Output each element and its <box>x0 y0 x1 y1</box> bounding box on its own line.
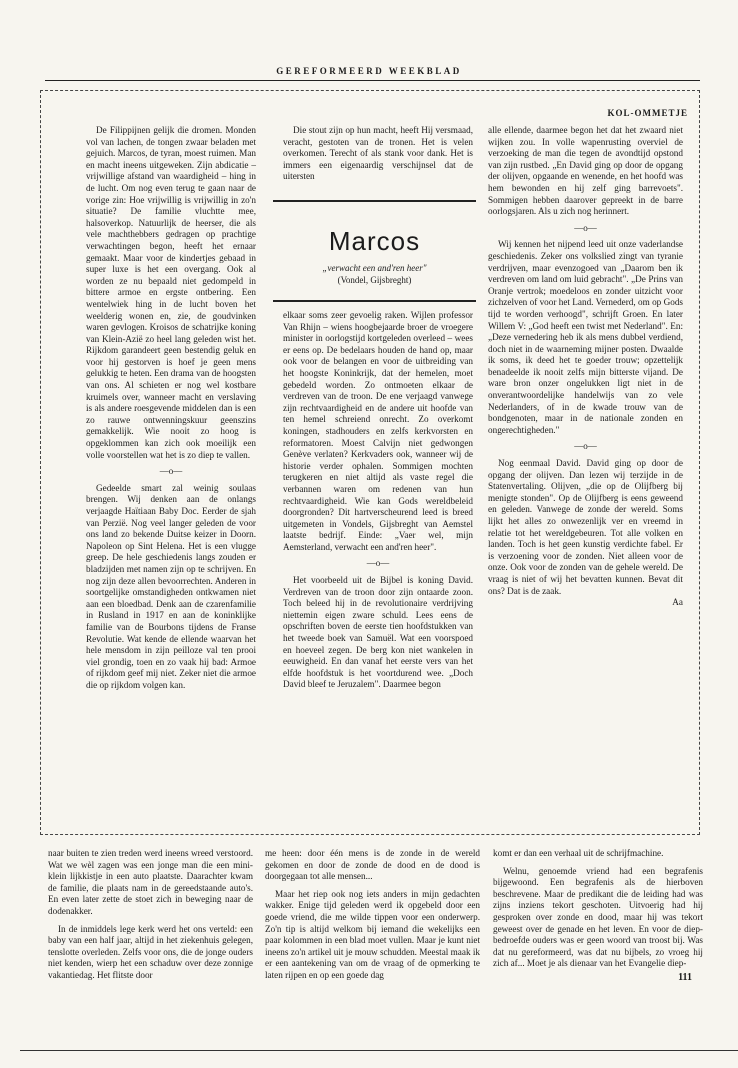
bottom-rule <box>20 1050 738 1051</box>
paragraph: In de inmiddels lege kerk werd het ons verteld: een baby van een half jaar, altijd in het ziekenhuis gelegen, tenslotte overleden. Zelfs voor ons, die de jonge ouders niet kenden, wierp het een schaduw over deze zonnige vakantiedag. Het flitste door <box>48 923 253 980</box>
separator: —o— <box>574 441 597 452</box>
article-title: Marcos <box>328 226 421 256</box>
article-column-3 <box>488 125 683 825</box>
separator: —o— <box>366 558 390 569</box>
separator: —o— <box>159 466 183 477</box>
paragraph: Het voorbeeld uit de Bijbel is koning David. Verdreven van de troon door zijn ontaarde zoon. Toch beleed hij in de revolutionaire verdrijving niettemin eigen zware schuld. Lees eens de opschriften boven de eerste tien hoofdstukken van het tweede boek van Samuël. Wat een voorspoed en hoeveel zegen. De berg kon niet wankelen in eeuwigheid. En dan vanaf het eerste vers van het elfde hoofdstuk is het voortdurend wee. „Doch David bleef te Jeruzalem". Daarmee begon <box>283 575 473 690</box>
paragraph: Wij kennen het nijpend leed uit onze vaderlandse geschiedenis. Zeker ons volkslied zingt van tyranie verdrijven, maar evenzogoed van „Daarom ben ik verdreven om land om luid gebracht". „De Prins van Oranje vertrok; moedeloos en zonder uitzicht voor zichzelven of voor het Land. Vernederd, om op Gods tijd te worden verhoogd", schrijft Groen. En later Willem V: „God heeft een twist met Nederland". En: „Deze vernedering heb ik als mens dubbel verdiend, doch niet in de waarneming mijner posten. Dwaalde ik soms, ik deed het te goeder trouw; opzettelijk benadeelde ik nooit zelfs mijn bitterste vijand. De ware bron onzer ongelukken ligt niet in de onverantwoordelijke handelwijs van zo vele Nederlanders, of in de kwade trouw van de bondgenoten, maar in de nationale zonden en ongerechtigheden." <box>488 239 683 435</box>
paragraph: Nog eenmaal David. David ging op door de opgang der olijven. Dan lezen wij terzijde in de Statenvertaling. Olijven, „die op de Olijfberg bij menigte stonden". Op de Olijfberg is eens geweend en geleden. Vanwege de zonde der wereld. Soms lijkt het alles zo onwezenlijk ver en vreemd in relatie tot het wereldgebeuren. Tot alle volken en landen. Toch is het geen kunstig verdichte fabel. Er is verzoening voor de zonden. Niet alleen voor de onze. Ook voor de zonden van de gehele wereld. De vraag is niet of wij het bevatten kunnen. Bevat dit ons? Dat is de zaak. <box>488 458 683 596</box>
paragraph: elkaar soms zeer gevoelig raken. Wijlen professor Van Rhijn – wiens hoogbejaarde broer de vroegere minister in oorlogstijd kortgeleden overleed – wees er eens op. De bedelaars houden de hand op, maar ook voor de belangen en voor de uitbreiding van het hoogste Koninkrijk, dat der hemelen, moet gebedeld worden. Zo ontmoeten elkaar de verdreven van de troon. De ene verjaagd vanwege zijn rechtvaardigheid en de andere uit hoofde van ten hemel schreiend onrecht. Zo overkomt koningen, stadhouders en zelfs kerkvorsten en reformatoren. Moest Calvijn niet gedwongen Genève verlaten? Kerkvaders ook, wanneer wij de historie verder ophalen. Sommigen mochten terugkeren en niet altijd als vaste regel die verbannen waren om redenen van hun rechtvaardigheid. Wie kan Gods wereldbeleid doorgronden? Dit hartverscheurend leed is breed uitgemeten in Vondels, Gijsbreght van Aemstel laatste bedrijf. Einde: „Vaer wel, mijn Aemsterland, verwacht een and'ren heer". <box>283 310 473 552</box>
separator: —o— <box>574 222 597 233</box>
article-subtitle: „verwacht een and'ren heer" <box>322 263 427 273</box>
paragraph: naar buiten te zien treden werd ineens wreed verstoord. Wat we wèl zagen was een jonge man die een mini-klein lijkkistje in een auto plaatste. Daarachter kwam de familie, die plaats nam in de gereedstaande auto's. En even later zette de stoet zich in beweging naar de dodenakker. <box>48 848 253 916</box>
title-block <box>273 200 476 302</box>
running-header: GEREFORMEERD WEEKBLAD <box>276 66 462 76</box>
column-label: KOL-OMMETJE <box>607 108 688 118</box>
article-column-1 <box>86 125 256 825</box>
paragraph: Welnu, genoemde vriend had een begrafenis bijgewoond. Een begrafenis als de hierboven beschrevene. Maar de predikant die de leiding had was zijns inziens tekort geschoten. Uitvoerig had hij gesproken over zonde en dood, maar hij was tekort geweest over de genade en het leven. En voor de diep-bedroefde ouders was er geen woord van troost bij. Was dat nu gereformeerd, was dat nu bijbels, zo vroeg hij zich af... Moet je als dienaar van het Evangelie diep- <box>493 865 703 969</box>
article-column-2 <box>283 310 473 825</box>
paragraph: komt er dan een verhaal uit de schrijfmachine. <box>493 848 664 858</box>
paragraph: Gedeelde smart zal weinig soulaas brengen. Wij denken aan de onlangs verjaagde Haïtiaan Baby Doc. Eerder de sjah van Perzië. Nog veel langer geleden de voor ons land zo bekende Duitse keizer in Doorn. Napoleon op Sint Helena. Het is een vlugge greep. De hele geschiedenis langs zouden er bladzijden met namen zijn op te schrijven. En nog zijn deze allen bevoorrechten. Anderen in soortgelijke omstandigheden ontkwamen niet aan een bloedbad. Denk aan de czarenfamilie in Rusland in 1917 en aan de koninklijke familie van de Bourbons tijdens de Franse Revolutie. Wat kende de ellende waarvan het hele mensdom in zijn peilloze val ten prooi viel grondig, toen en zo vaak hij bad: Armoe of rijkdom geef mij niet. Zeker niet die armoe die op rijkdom volgen kan. <box>86 482 256 690</box>
header-rule <box>45 80 700 81</box>
bottom-column-2 <box>265 848 480 980</box>
article-column-2-top <box>283 125 473 195</box>
paragraph: me heen: door één mens is de zonde in de wereld gekomen en door de zonde de dood en de dood is doorgegaan tot alle mensen... <box>265 848 480 882</box>
paragraph: Die stout zijn op hun macht, heeft Hij versmaad, veracht, gestoten van de tronen. Het is velen overkomen. Terecht of als stank voor dank. Het is immers een eigenaardig verschijnsel dat de uitersten <box>283 125 473 182</box>
paragraph: alle ellende, daarmee begon het dat het zwaard niet wijken zou. In volle wapenrusting overviel de verzoeking de man die tegen de avondtijd opstond van zijn rustbed. „En David ging op door de opgang der olijven, opgaande en wenende, en het hoofd was hem bewonden en hij zelf ging barrevoets". Sommigen hebben daarover gepreekt in de barre oorlogsjaren. Als u zich nog herinnert. <box>488 125 683 217</box>
page-number: 111 <box>678 972 692 983</box>
paragraph: Maar het riep ook nog iets anders in mijn gedachten wakker. Enige tijd geleden werd ik opgebeld door een goede vriend, die me wilde tippen voor een onderwerp. Zo'n tip is altijd welkom bij iemand die wekelijks een paar kolommen in een blad moet vullen. Maar je kunt niet ineens zo'n artikel uit je mouw schudden. Meestal maak ik er een aantekening van om de vraag of de opmerking te laten rijpen en op een goede dag <box>265 888 480 980</box>
signature: Aa <box>672 597 683 608</box>
quote-credit: (Vondel, Gijsbreght) <box>337 275 412 285</box>
paragraph: De Filippijnen gelijk die dromen. Monden vol van lachen, de tongen zwaar beladen met gejuich. Marcos, de tyran, moest ruimen. Man en macht ineens uitgeweken. Zijn abdicatie – vrijwillige afstand van waardigheid – hing in de lucht. Om nog even terug te gaan naar de vorige zin: Hoe vrijwillig is vrijwillig in zo'n situatie? De familie vluchtte mee, halsoverkop. Natuurlijk de heerser, die als vele machthebbers gedragen op prachtige verwachtingen begon, heeft het ernaar gemaakt. Maar voor de kindertjes gebaad in super luxe is het een overgang. Ook al worden ze nu bepaald niet gedompeld in bittere armoe en ergste ontbering. Een wentelwiek hing in de lucht boven het weelderig wonen en, zie, de goudvinken waren gevlogen. Kroisos de schatrijke koning van Klein-Azië zo heel lang geleden wist het. Rijkdom garandeert geen bestendig geluk en voor hij gestorven is hoef je geen mens gelukkig te heten. Een drama van de hoogsten van ons. Al schieten er nog wel kostbare kruimels over, wanneer macht en verslaving is als andere roesgevende middelen dan is een zo rauwe ontwenningskuur geenszins gemakkelijk. Wie nooit zo hoog is opgeklommen kan zich ook moeilijk een volle voorstellen wat het is zo diep te vallen. <box>86 125 256 460</box>
bottom-column-1 <box>48 848 253 980</box>
bottom-column-3 <box>493 848 703 969</box>
